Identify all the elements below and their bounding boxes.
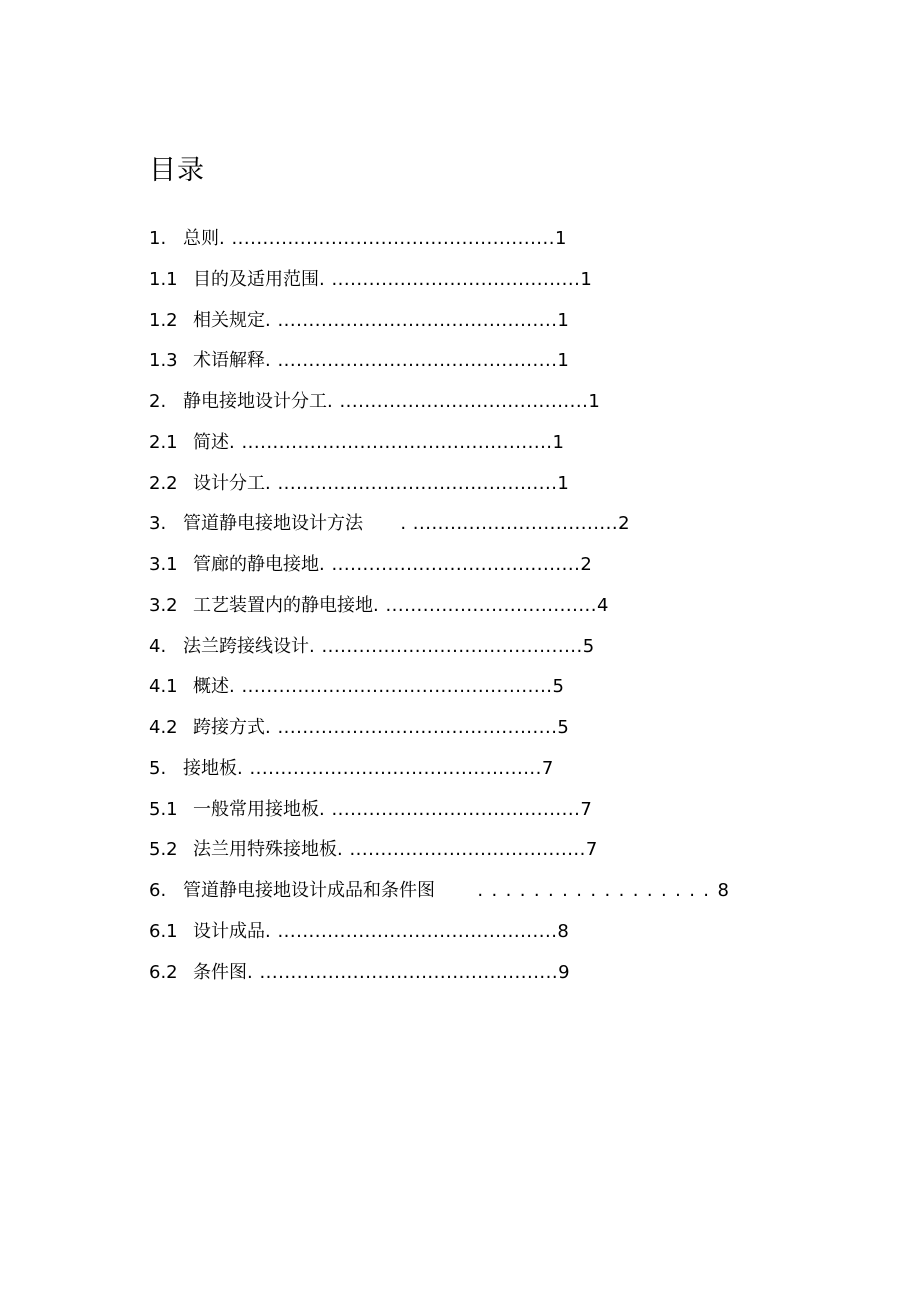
toc-entry-title: 管道静电接地设计成品和条件图 [183, 880, 435, 901]
toc-entry-number: 6. [149, 880, 167, 901]
toc-entry-leader: . .................................. [373, 594, 597, 616]
toc-entry-page: 2 [580, 554, 592, 575]
toc-entry-page: 1 [557, 350, 569, 372]
toc-entry-number: 3.2 [149, 594, 178, 616]
toc-entry[interactable] [149, 673, 749, 714]
toc-entry-leader: . .................................................. [229, 676, 553, 698]
toc-title: 目录 [149, 155, 205, 186]
toc-entry-title: 设计成品 [193, 920, 265, 942]
toc-entry[interactable] [149, 429, 749, 470]
toc-entry-page: 1 [557, 309, 569, 331]
toc-entry-page: 7 [580, 798, 592, 820]
toc-entry[interactable] [149, 510, 749, 551]
toc-entry-number: 1.2 [149, 309, 178, 331]
toc-entry-leader: . ........................................ [327, 391, 589, 412]
toc-entry-page: 8 [557, 920, 569, 942]
toc-entry-number: 4. [149, 635, 167, 657]
toc-entry[interactable] [149, 755, 749, 796]
toc-entry-number: 4.2 [149, 717, 178, 738]
toc-entry-number: 5.1 [149, 798, 178, 820]
toc-entry-title: 总则 [183, 228, 219, 249]
toc-entry-title: 相关规定 [193, 309, 265, 331]
toc-entry-leader: . ................................. [363, 513, 619, 535]
toc-entry-page: 7 [585, 839, 598, 861]
toc-entry[interactable] [149, 959, 749, 1000]
toc-entry-leader: . ............................................. [265, 472, 558, 494]
toc-entry-leader: . ........................................ [319, 798, 581, 820]
toc-entry[interactable] [149, 307, 749, 348]
toc-entry-title: 设计分工 [193, 472, 265, 494]
toc-entry-number: 2. [149, 391, 167, 412]
toc-entry-title: 简述 [193, 431, 229, 453]
toc-entry-number: 4.1 [149, 676, 178, 698]
toc-entry[interactable] [149, 347, 749, 388]
toc-entry[interactable] [149, 592, 749, 633]
toc-entry-leader: . ................................................ [247, 961, 559, 983]
toc-entry[interactable] [149, 470, 749, 511]
toc-entry-title: 法兰跨接线设计 [183, 635, 309, 657]
toc-entry-number: 1.3 [149, 350, 178, 372]
toc-entry[interactable] [149, 551, 749, 592]
toc-entry-title: 管廊的静电接地 [193, 554, 319, 575]
toc-entry-page: 2 [618, 513, 630, 535]
toc-entry[interactable] [149, 388, 749, 429]
toc-entry-number: 5.2 [149, 839, 178, 861]
toc-entry-title: 条件图 [193, 961, 247, 983]
toc-entry-number: 2.1 [149, 431, 178, 453]
toc-entry-leader: ................. [435, 880, 718, 901]
toc-entry-leader: . ............................................. [265, 309, 558, 331]
toc-entry-title: 一般常用接地板 [193, 798, 319, 820]
toc-entry-page: 7 [541, 757, 554, 779]
toc-entry-number: 3.1 [149, 554, 178, 575]
toc-entry-leader: . .......................................... [309, 635, 583, 657]
toc-entry-leader: . ........................................ [319, 268, 581, 290]
toc-entry-title: 概述 [193, 676, 229, 698]
toc-entry-page: 4 [596, 594, 609, 616]
toc-entry-leader: . ...................................... [337, 839, 586, 861]
toc-list [149, 225, 749, 999]
toc-entry-page: 1 [588, 391, 600, 412]
toc-entry-leader: . .................................................. [229, 431, 553, 453]
toc-entry-leader: . ............................................. [265, 350, 558, 372]
toc-entry-number: 1. [149, 228, 167, 249]
toc-entry-number: 2.2 [149, 472, 178, 494]
toc-entry-leader: . ............................................. [265, 920, 558, 942]
toc-entry-page: 1 [552, 431, 564, 453]
toc-entry-page: 5 [552, 676, 564, 698]
toc-entry-title: 目的及适用范围 [193, 268, 319, 290]
toc-entry-number: 5. [149, 757, 167, 779]
toc-entry[interactable] [149, 796, 749, 837]
toc-entry-page: 1 [554, 228, 567, 249]
toc-entry-page: 5 [582, 635, 595, 657]
toc-entry-leader: . ............................................... [237, 757, 542, 779]
toc-entry-page: 1 [557, 472, 569, 494]
toc-entry[interactable] [149, 877, 749, 918]
toc-entry-page: 9 [558, 961, 570, 983]
toc-entry-number: 1.1 [149, 268, 178, 290]
toc-entry-page: 5 [557, 717, 569, 738]
toc-entry[interactable] [149, 633, 749, 674]
toc-entry-page: 1 [580, 268, 592, 290]
toc-entry-leader: . ........................................ [319, 554, 581, 575]
toc-entry-leader: . .................................................... [219, 228, 555, 249]
toc-entry-number: 3. [149, 513, 167, 535]
toc-entry-leader: . ............................................. [265, 717, 558, 738]
toc-entry-title: 管道静电接地设计方法 [183, 513, 363, 535]
toc-entry-title: 跨接方式 [193, 717, 265, 738]
toc-entry-title: 静电接地设计分工 [183, 391, 327, 412]
toc-entry-title: 术语解释 [193, 350, 265, 372]
toc-entry-title: 工艺装置内的静电接地 [193, 594, 373, 616]
toc-entry-page: 8 [717, 880, 729, 901]
toc-entry[interactable] [149, 836, 749, 877]
toc-entry[interactable] [149, 225, 749, 266]
toc-entry[interactable] [149, 266, 749, 307]
toc-entry-title: 法兰用特殊接地板 [193, 839, 337, 861]
toc-entry-number: 6.2 [149, 961, 178, 983]
toc-entry[interactable] [149, 714, 749, 755]
toc-entry-number: 6.1 [149, 920, 178, 942]
toc-entry[interactable] [149, 918, 749, 959]
toc-entry-title: 接地板 [183, 757, 237, 779]
